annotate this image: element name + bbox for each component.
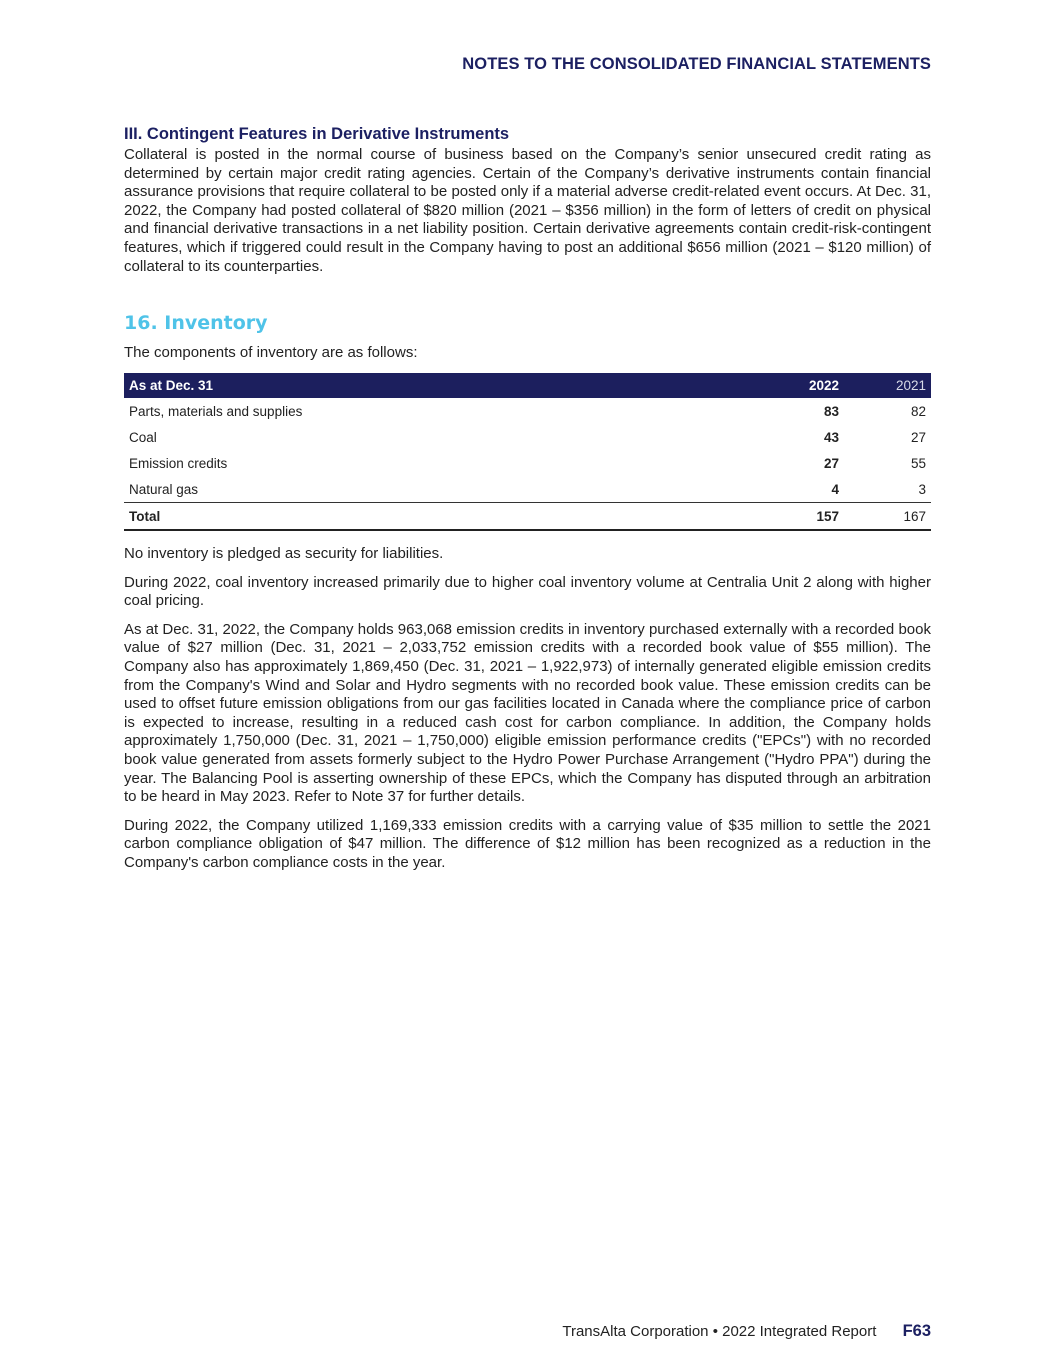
table-row	[124, 450, 931, 476]
row-label: Emission credits	[129, 455, 228, 471]
column-header-2021: 2021	[844, 373, 931, 398]
footer-text: TransAlta Corporation • 2022 Integrated Report	[562, 1323, 877, 1340]
row-value-2021: 27	[910, 429, 926, 445]
row-value-2021: 3	[844, 476, 931, 503]
total-label: Total	[124, 503, 754, 531]
column-header-label: As at Dec. 31	[124, 373, 754, 398]
row-label: Coal	[129, 429, 157, 445]
inventory-intro: The components of inventory are as follows:	[124, 344, 418, 361]
table-row	[124, 398, 931, 424]
inventory-table	[124, 373, 931, 531]
row-value-2021: 55	[910, 455, 926, 471]
row-value-2021: 82	[910, 403, 926, 419]
row-label: Natural gas	[124, 476, 754, 503]
table-row	[124, 424, 931, 450]
page-number: F63	[902, 1322, 931, 1340]
table-row	[124, 476, 931, 503]
page-header: NOTES TO THE CONSOLIDATED FINANCIAL STATEMENTS	[462, 55, 931, 73]
note-paragraph: No inventory is pledged as security for liabilities.	[124, 545, 444, 562]
table-header-row	[124, 373, 931, 398]
table-total-row	[124, 503, 931, 531]
row-label: Parts, materials and supplies	[129, 403, 303, 419]
row-value-2022: 27	[823, 455, 839, 471]
row-value-2022: 4	[754, 476, 844, 503]
inventory-notes	[124, 545, 931, 883]
total-value-2021: 167	[844, 503, 931, 531]
contingent-paragraph: Collateral is posted in the normal course of business based on the Company’s senior unsecured credit rating as determined by certain major credit rating agencies. Certain of the Company’s derivative instruments contain financial assurance provisions that require collateral to be posted only if a material adverse credit-related event occurs. At Dec. 31, 2022, the Company had posted collateral of $820 million (2021 – $356 million) in the form of letters of credit on physical and financial derivative transactions in a net liability position. Certain derivative agreements contain credit-risk-contingent features, which if triggered could result in the Company having to post an additional $656 million (2021 – $120 million) of collateral to its counterparties.	[124, 146, 931, 275]
row-value-2022: 43	[823, 429, 839, 445]
note-paragraph: As at Dec. 31, 2022, the Company holds 963,068 emission credits in inventory purchased externally with a recorded book value of $27 million (Dec. 31, 2021 – 2,033,752 emission credits with a recorded book value of $55 million). The Company also has approximately 1,869,450 (Dec. 31, 2021 – 1,922,973) of internally generated eligible emission credits from the Company's Wind and Solar and Hydro segments with no recorded book value. These emission credits can be used to offset future emission obligations from our gas facilities located in Canada where the compliance price of carbon is expected to increase, resulting in a reduced cash cost for carbon compliance. In addition, the Company holds approximately 1,750,000 (Dec. 31, 2021 – 1,750,000) eligible emission performance credits ("EPCs") with no recorded book value generated from assets formerly subject to the Hydro Power Purchase Arrangement ("Hydro PPA") during the year. The Balancing Pool is asserting ownership of these EPCs, which the Company has disputed through an arbitration to be heard in May 2023. Refer to Note 37 for further details.	[124, 620, 931, 806]
note-paragraph: During 2022, coal inventory increased primarily due to higher coal inventory volume at Centralia Unit 2 along with higher coal pricing.	[124, 573, 931, 610]
total-value-2022: 157	[754, 503, 844, 531]
note-title-inventory: 16. Inventory	[124, 312, 268, 334]
section-title-contingent: III. Contingent Features in Derivative Instruments	[124, 125, 510, 143]
note-paragraph: During 2022, the Company utilized 1,169,333 emission credits with a carrying value of $35 million to settle the 2021 carbon compliance obligation of $47 million. The difference of $12 million has been recognized as a reduction in the Company's carbon compliance costs in the year.	[124, 816, 931, 871]
row-value-2022: 83	[823, 403, 839, 419]
column-header-2022: 2022	[754, 373, 844, 398]
page-footer	[562, 1322, 931, 1341]
